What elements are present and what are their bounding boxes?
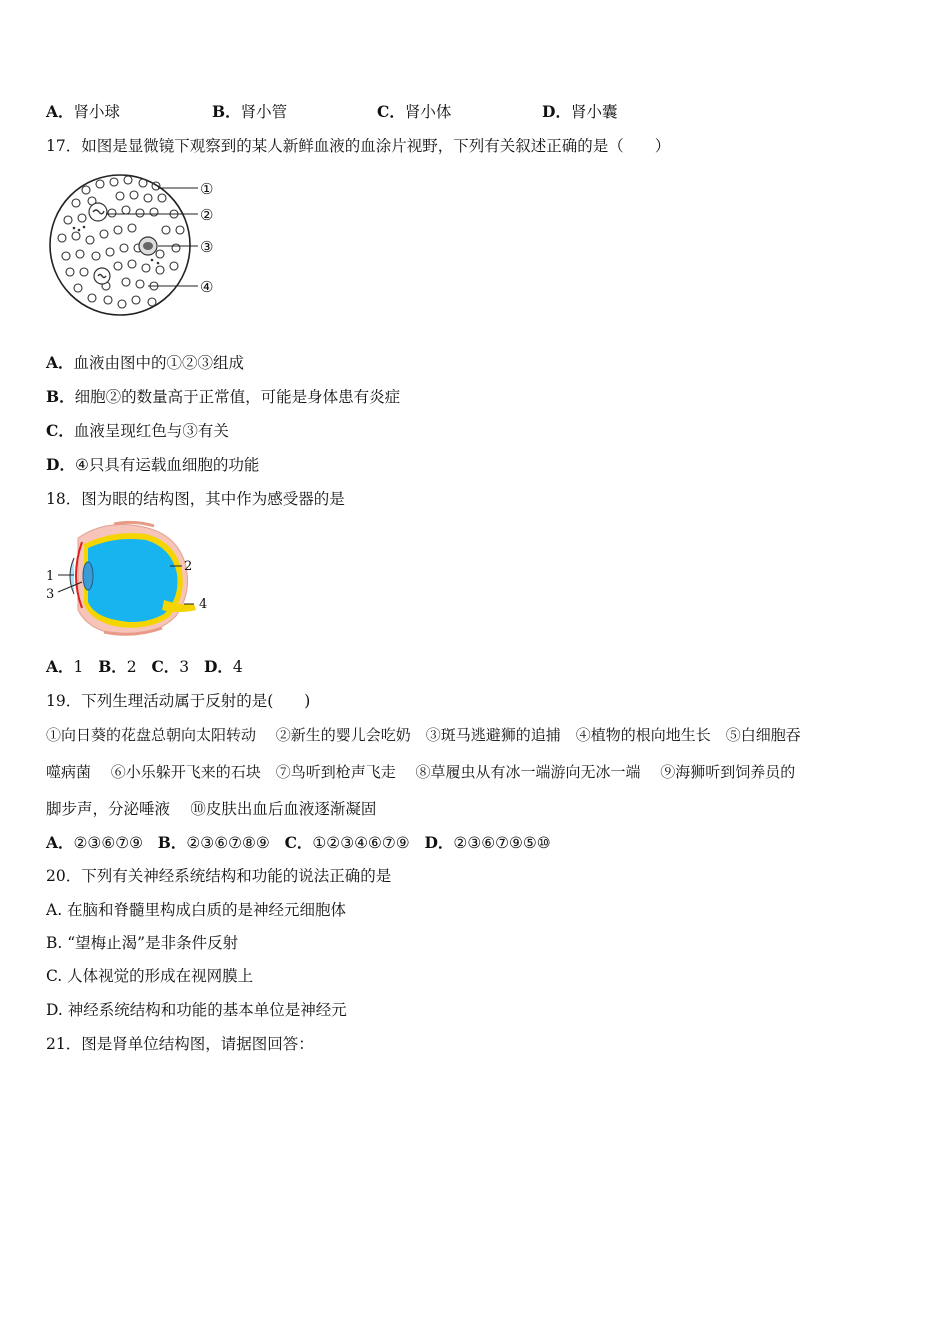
q19-stem: 19．下列生理活动属于反射的是( ) xyxy=(46,692,311,710)
q20-stem: 20．下列有关神经系统结构和功能的说法正确的是 xyxy=(46,867,392,885)
option-letter: C． xyxy=(284,833,313,852)
q21-stem: 21．图是肾单位结构图，请据图回答： xyxy=(46,1035,314,1053)
blood-label-2: ② xyxy=(200,206,214,224)
q20-option-d: D. 神经系统结构和功能的基本单位是神经元 xyxy=(46,1001,347,1019)
option-letter: C． xyxy=(46,421,74,440)
q16-option-b xyxy=(212,102,287,122)
option-text: ②③⑥⑦⑨ xyxy=(73,834,144,852)
q19-items-line-2: 噬病菌 ⑥小乐躲开飞来的石块 ⑦鸟听到枪声飞走 ⑧草履虫从有冰一端游向无冰一端 ⑨海狮听到饲养员的 xyxy=(46,763,796,781)
option-letter: C． xyxy=(151,657,180,676)
blood-label-4: ④ xyxy=(200,278,214,296)
option-letter: A． xyxy=(46,657,74,676)
option-letter: D． xyxy=(542,102,571,121)
option-letter: B． xyxy=(46,387,75,406)
q20-option-c: C. 人体视觉的形成在视网膜上 xyxy=(46,967,254,985)
q19-items-line-3: 脚步声，分泌唾液 ⑩皮肤出血后血液逐渐凝固 xyxy=(46,800,377,818)
option-letter: B． xyxy=(212,102,241,121)
q20-option-b: B. “望梅止渴”是非条件反射 xyxy=(46,934,239,952)
option-text: 1 xyxy=(73,658,84,676)
option-text: ④只具有运载血细胞的功能 xyxy=(74,456,260,474)
q17-option-d xyxy=(46,455,259,475)
option-text: 肾小囊 xyxy=(570,103,618,121)
option-text: 3 xyxy=(179,658,190,676)
option-letter: D． xyxy=(46,455,75,474)
eye-label-4: 4 xyxy=(199,597,208,612)
q19-options xyxy=(46,833,551,853)
q17-stem: 17．如图是显微镜下观察到的某人新鲜血液的血涂片视野，下列有关叙述正确的是（ ） xyxy=(46,137,671,155)
option-letter: A． xyxy=(46,102,74,121)
q18-options xyxy=(46,657,243,677)
blood-smear-figure xyxy=(48,168,223,323)
option-text: 细胞②的数量高于正常值，可能是身体患有炎症 xyxy=(74,388,401,406)
option-text: 血液呈现红色与③有关 xyxy=(73,422,229,440)
option-text: 肾小体 xyxy=(404,103,452,121)
eye-label-1: 1 xyxy=(46,569,55,584)
q18-stem: 18．图为眼的结构图，其中作为感受器的是 xyxy=(46,490,345,508)
option-letter: A． xyxy=(46,353,74,372)
option-text: ①②③④⑥⑦⑨ xyxy=(312,834,410,852)
option-text: 4 xyxy=(232,658,243,676)
q16-option-c xyxy=(377,102,451,122)
option-text: 肾小球 xyxy=(73,103,121,121)
option-letter: B． xyxy=(157,833,187,852)
option-letter: D． xyxy=(424,833,454,852)
option-letter: D． xyxy=(203,657,233,676)
q17-option-b xyxy=(46,387,400,407)
q17-option-c xyxy=(46,421,229,441)
eye-label-2: 2 xyxy=(184,559,193,574)
eye-label-3: 3 xyxy=(46,587,55,602)
option-letter: B． xyxy=(98,657,127,676)
blood-label-1: ① xyxy=(200,180,214,198)
option-letter: C． xyxy=(377,102,405,121)
option-text: 肾小管 xyxy=(240,103,288,121)
q20-option-a: A. 在脑和脊髓里构成白质的是神经元细胞体 xyxy=(46,901,347,919)
q16-option-a xyxy=(46,102,120,122)
eye-structure-figure xyxy=(44,520,214,640)
q16-option-d xyxy=(542,102,617,122)
blood-label-3: ③ xyxy=(200,238,214,256)
option-text: 2 xyxy=(126,658,137,676)
q17-option-a xyxy=(46,353,244,373)
option-letter: A． xyxy=(46,833,74,852)
option-text: 血液由图中的①②③组成 xyxy=(73,354,245,372)
option-text: ②③⑥⑦⑧⑨ xyxy=(186,834,270,852)
q19-items-line-1: ①向日葵的花盘总朝向太阳转动 ②新生的婴儿会吃奶 ③斑马逃避狮的追捕 ④植物的根向地生长 ⑤白细胞吞 xyxy=(46,726,801,744)
option-text: ②③⑥⑦⑨⑤⑩ xyxy=(453,834,551,852)
